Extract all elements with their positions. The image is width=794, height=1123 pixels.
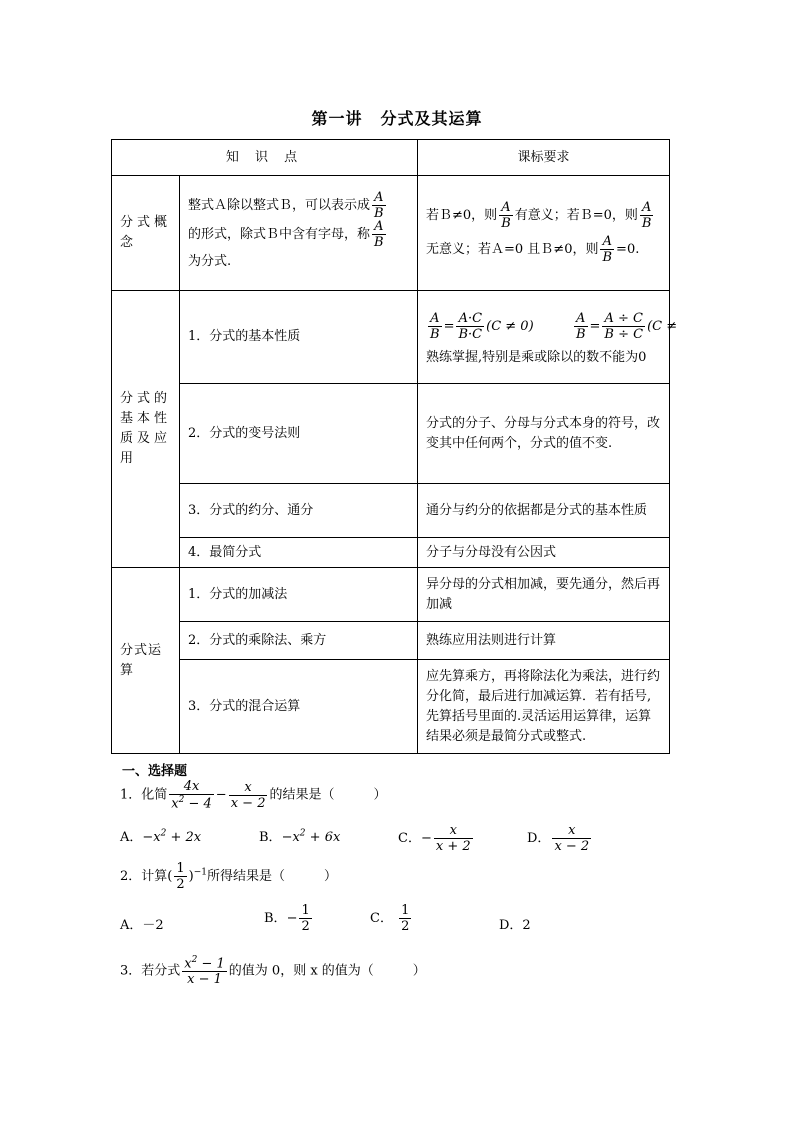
- option-2b[interactable]: B．− $\frac{1}{2}$: [264, 903, 310, 934]
- category-cell: 分式的基本性质及应用: [112, 291, 180, 568]
- requirement-cell: 分式的分子、分母与分式本身的符号，改变其中任何两个，分式的值不变.: [418, 384, 670, 484]
- table-row: [112, 484, 670, 538]
- content-cell: 3．分式的约分、通分: [180, 484, 418, 538]
- question-3: 3．若分式 $\frac{x^2 - 1}{x - 1}$ 的值为 0，则 x 的值为（ ）: [120, 955, 426, 988]
- fraction-a-over-b: $\frac{A}{B}$: [374, 219, 384, 250]
- option-1b[interactable]: B．$-x^2 + 6x$: [259, 828, 341, 845]
- table-row: [112, 660, 670, 754]
- header-curriculum-requirement: 课标要求: [418, 140, 670, 176]
- requirement-cell: 通分与约分的依据都是分式的基本性质: [418, 484, 670, 538]
- table-header-row: [112, 140, 670, 176]
- option-1d[interactable]: D． $\frac{x}{x - 2}$: [527, 823, 590, 854]
- requirement-cell: 熟练应用法则进行计算: [418, 622, 670, 660]
- content-cell: 整式Ａ除以整式Ｂ，可以表示成 $\frac{A}{B}$ 的形式，除式Ｂ中含有字母，称 $\frac{A}{B}$ 为分式.: [180, 176, 418, 291]
- requirement-cell: 应先算乘方，再将除法化为乘法，进行约分化简，最后进行加减运算．若有括号,先算括号里面的.灵活运用运算律，运算结果必须是最简分式或整式.: [418, 660, 670, 754]
- requirement-cell: 分子与分母没有公因式: [418, 538, 670, 568]
- table-row: [112, 291, 670, 384]
- category-cell: 分式运算: [112, 568, 180, 754]
- title-part-2: 分式及其运算: [380, 109, 483, 128]
- table-row: [112, 176, 670, 291]
- requirement-cell: 异分母的分式相加减，要先通分，然后再加减: [418, 568, 670, 622]
- table-row: [112, 384, 670, 484]
- header-knowledge-point: 知 识 点: [112, 140, 418, 176]
- requirement-cell: 若Ｂ≠0，则 $\frac{A}{B}$ 有意义；若Ｂ=0，则 $\frac{A}{B}$ 无意义；若Ａ=0 且Ｂ≠0，则 $\frac{A}{B}$ =0.: [418, 176, 670, 291]
- table-row: [112, 538, 670, 568]
- content-cell: 3．分式的混合运算: [180, 660, 418, 754]
- content-cell: 1．分式的加减法: [180, 568, 418, 622]
- knowledge-table: [111, 139, 678, 754]
- option-2d[interactable]: D．2: [499, 918, 531, 933]
- question-2: 2．计算( $\frac{1}{2}$ )$^{-1}$所得结果是（ ）: [120, 861, 338, 892]
- section-title: 一、选择题: [122, 764, 188, 779]
- table-row: [112, 568, 670, 622]
- fraction-a-over-b: $\frac{A}{B}$: [374, 190, 384, 221]
- content-cell: 2．分式的乘除法、乘方: [180, 622, 418, 660]
- page-title: [0, 106, 794, 129]
- question-1: 1．化简 $\frac{4x}{x^2 - 4}$ − $\frac{x}{x - 2}$ 的结果是（ ）: [120, 779, 387, 812]
- title-part-1: 第一讲: [311, 109, 363, 128]
- option-1c[interactable]: C．− $\frac{x}{x + 2}$: [398, 823, 471, 854]
- content-cell: 4．最简分式: [180, 538, 418, 568]
- option-2c[interactable]: C． $\frac{1}{2}$: [370, 903, 410, 934]
- content-cell: 1．分式的基本性质: [180, 291, 418, 384]
- requirement-cell: $\frac{A}{B}$ = $\frac{A\cdot C}{B\cdot C}$ (C ≠ 0) $\frac{A}{B}$ = $\frac{A \div C}{B \div C}$ (C ≠ 熟练掌握,特别是乘或除以的数不能为0: [418, 291, 670, 384]
- table-row: [112, 622, 670, 660]
- content-cell: 2．分式的变号法则: [180, 384, 418, 484]
- category-cell: 分式概念: [112, 176, 180, 291]
- option-1a[interactable]: A．$-x^2 + 2x$: [120, 828, 202, 845]
- option-2a[interactable]: A．－2: [120, 918, 164, 933]
